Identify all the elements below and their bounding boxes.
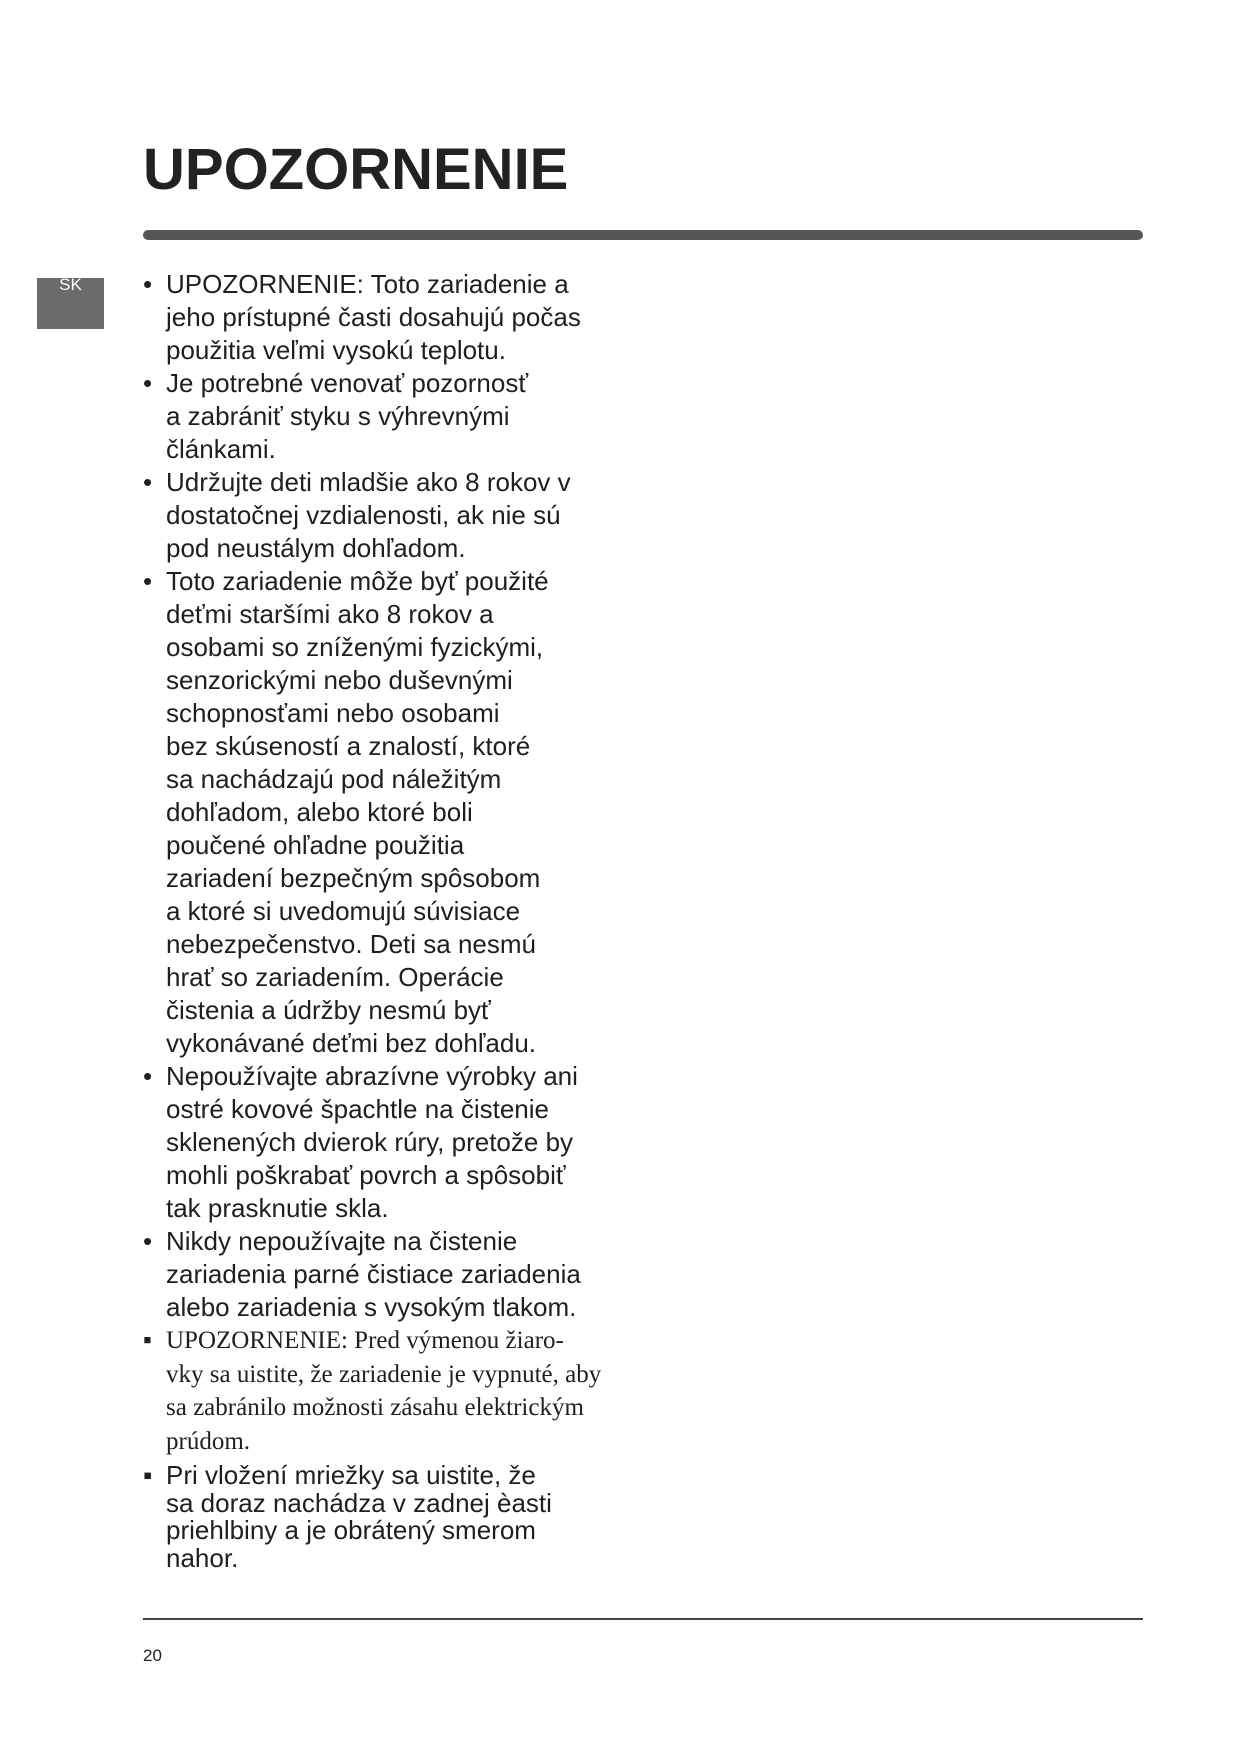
footer-divider: [143, 1618, 1143, 1620]
item-line: mohli poškrabať povrch a spôsobiť: [166, 1160, 566, 1190]
title-divider: [143, 230, 1143, 240]
item-line: nahor.: [166, 1542, 239, 1573]
item-line: Udržujte deti mladšie ako 8 rokov v: [166, 467, 571, 497]
bullet-marker: •: [143, 1061, 153, 1091]
item-line: poučené ohľadne použitia: [166, 830, 465, 860]
bullet-marker: •: [143, 467, 153, 497]
item-line: bez skúseností a znalostí, ktoré: [166, 731, 531, 761]
item-line: nebezpečenstvo. Deti sa nesmú: [166, 929, 536, 959]
item-line: osobami so zníženými fyzickými,: [166, 632, 544, 662]
bullet-marker: •: [143, 1226, 153, 1256]
list-item: [143, 1324, 663, 1458]
item-line: zariadenia parné čistiace zariadenia: [166, 1259, 581, 1289]
item-line: Je potrebné venovať pozornosť: [166, 368, 529, 398]
list-item: [143, 1225, 663, 1324]
list-item: [143, 1060, 663, 1225]
item-line: Pri vložení mriežky sa uistite, že: [166, 1460, 536, 1490]
language-tab: [37, 275, 104, 329]
item-line: UPOZORNENIE: Toto zariadenie a: [166, 269, 569, 299]
item-line: Toto zariadenie môže byť použité: [166, 566, 549, 596]
list-item: [143, 565, 663, 1060]
item-line: Nikdy nepoužívajte na čistenie: [166, 1226, 518, 1256]
item-line: vky sa uistite, že zariadenie je vypnuté, aby: [166, 1360, 602, 1388]
item-line: sa zabránilo možnosti zásahu elektrickým: [166, 1394, 584, 1421]
item-line: senzorickými nebo duševnými: [166, 665, 513, 695]
bullet-marker: ▪: [143, 1460, 153, 1490]
list-item: [143, 367, 663, 466]
bullet-marker: •: [143, 269, 153, 299]
item-line: sa doraz nachádza v zadnej èasti: [166, 1487, 552, 1518]
item-line: použitia veľmi vysokú teplotu.: [166, 335, 506, 365]
page-title: UPOZORNENIE: [143, 137, 569, 202]
item-line: článkami.: [166, 434, 276, 464]
item-line: UPOZORNENIE: Pred výmenou žiaro-: [166, 1327, 564, 1354]
item-line: sa nachádzajú pod náležitým: [166, 764, 502, 794]
item-line: deťmi staršími ako 8 rokov a: [166, 599, 494, 629]
item-line: alebo zariadenia s vysokým tlakom.: [166, 1292, 577, 1322]
page-number: 20: [143, 1646, 162, 1665]
item-line: dostatočnej vzdialenosti, ak nie sú: [166, 500, 561, 530]
item-line: a zabrániť styku s výhrevnými: [166, 401, 510, 431]
item-line: schopnosťami nebo osobami: [166, 698, 500, 728]
item-line: ostré kovové špachtle na čistenie: [166, 1094, 549, 1124]
item-line: jeho prístupné časti dosahujú počas: [166, 302, 581, 332]
item-line: sklenených dvierok rúry, pretože by: [166, 1127, 574, 1157]
item-line: zariadení bezpečným spôsobom: [166, 863, 541, 893]
item-line: priehlbiny a je obrátený smerom: [166, 1515, 536, 1545]
item-line: dohľadom, alebo ktoré boli: [166, 797, 473, 827]
item-line: tak prasknutie skla.: [166, 1193, 389, 1223]
item-line: vykonávané deťmi bez dohľadu.: [166, 1028, 537, 1058]
warning-list: [143, 268, 663, 1572]
list-item: [143, 466, 663, 565]
language-tab-label: SK: [59, 275, 82, 294]
bullet-marker: •: [143, 566, 153, 596]
bullet-marker: ▪: [143, 1327, 152, 1354]
item-line: pod neustálym dohľadom.: [166, 533, 466, 563]
list-item: [143, 1462, 663, 1572]
list-item: [143, 268, 663, 367]
item-line: prúdom.: [166, 1427, 251, 1455]
bullet-marker: •: [143, 368, 153, 398]
item-line: čistenia a údržby nesmú byť: [166, 995, 491, 1025]
item-line: Nepoužívajte abrazívne výrobky ani: [166, 1061, 578, 1091]
item-line: hrať so zariadením. Operácie: [166, 962, 504, 992]
item-line: a ktoré si uvedomujú súvisiace: [166, 896, 521, 926]
